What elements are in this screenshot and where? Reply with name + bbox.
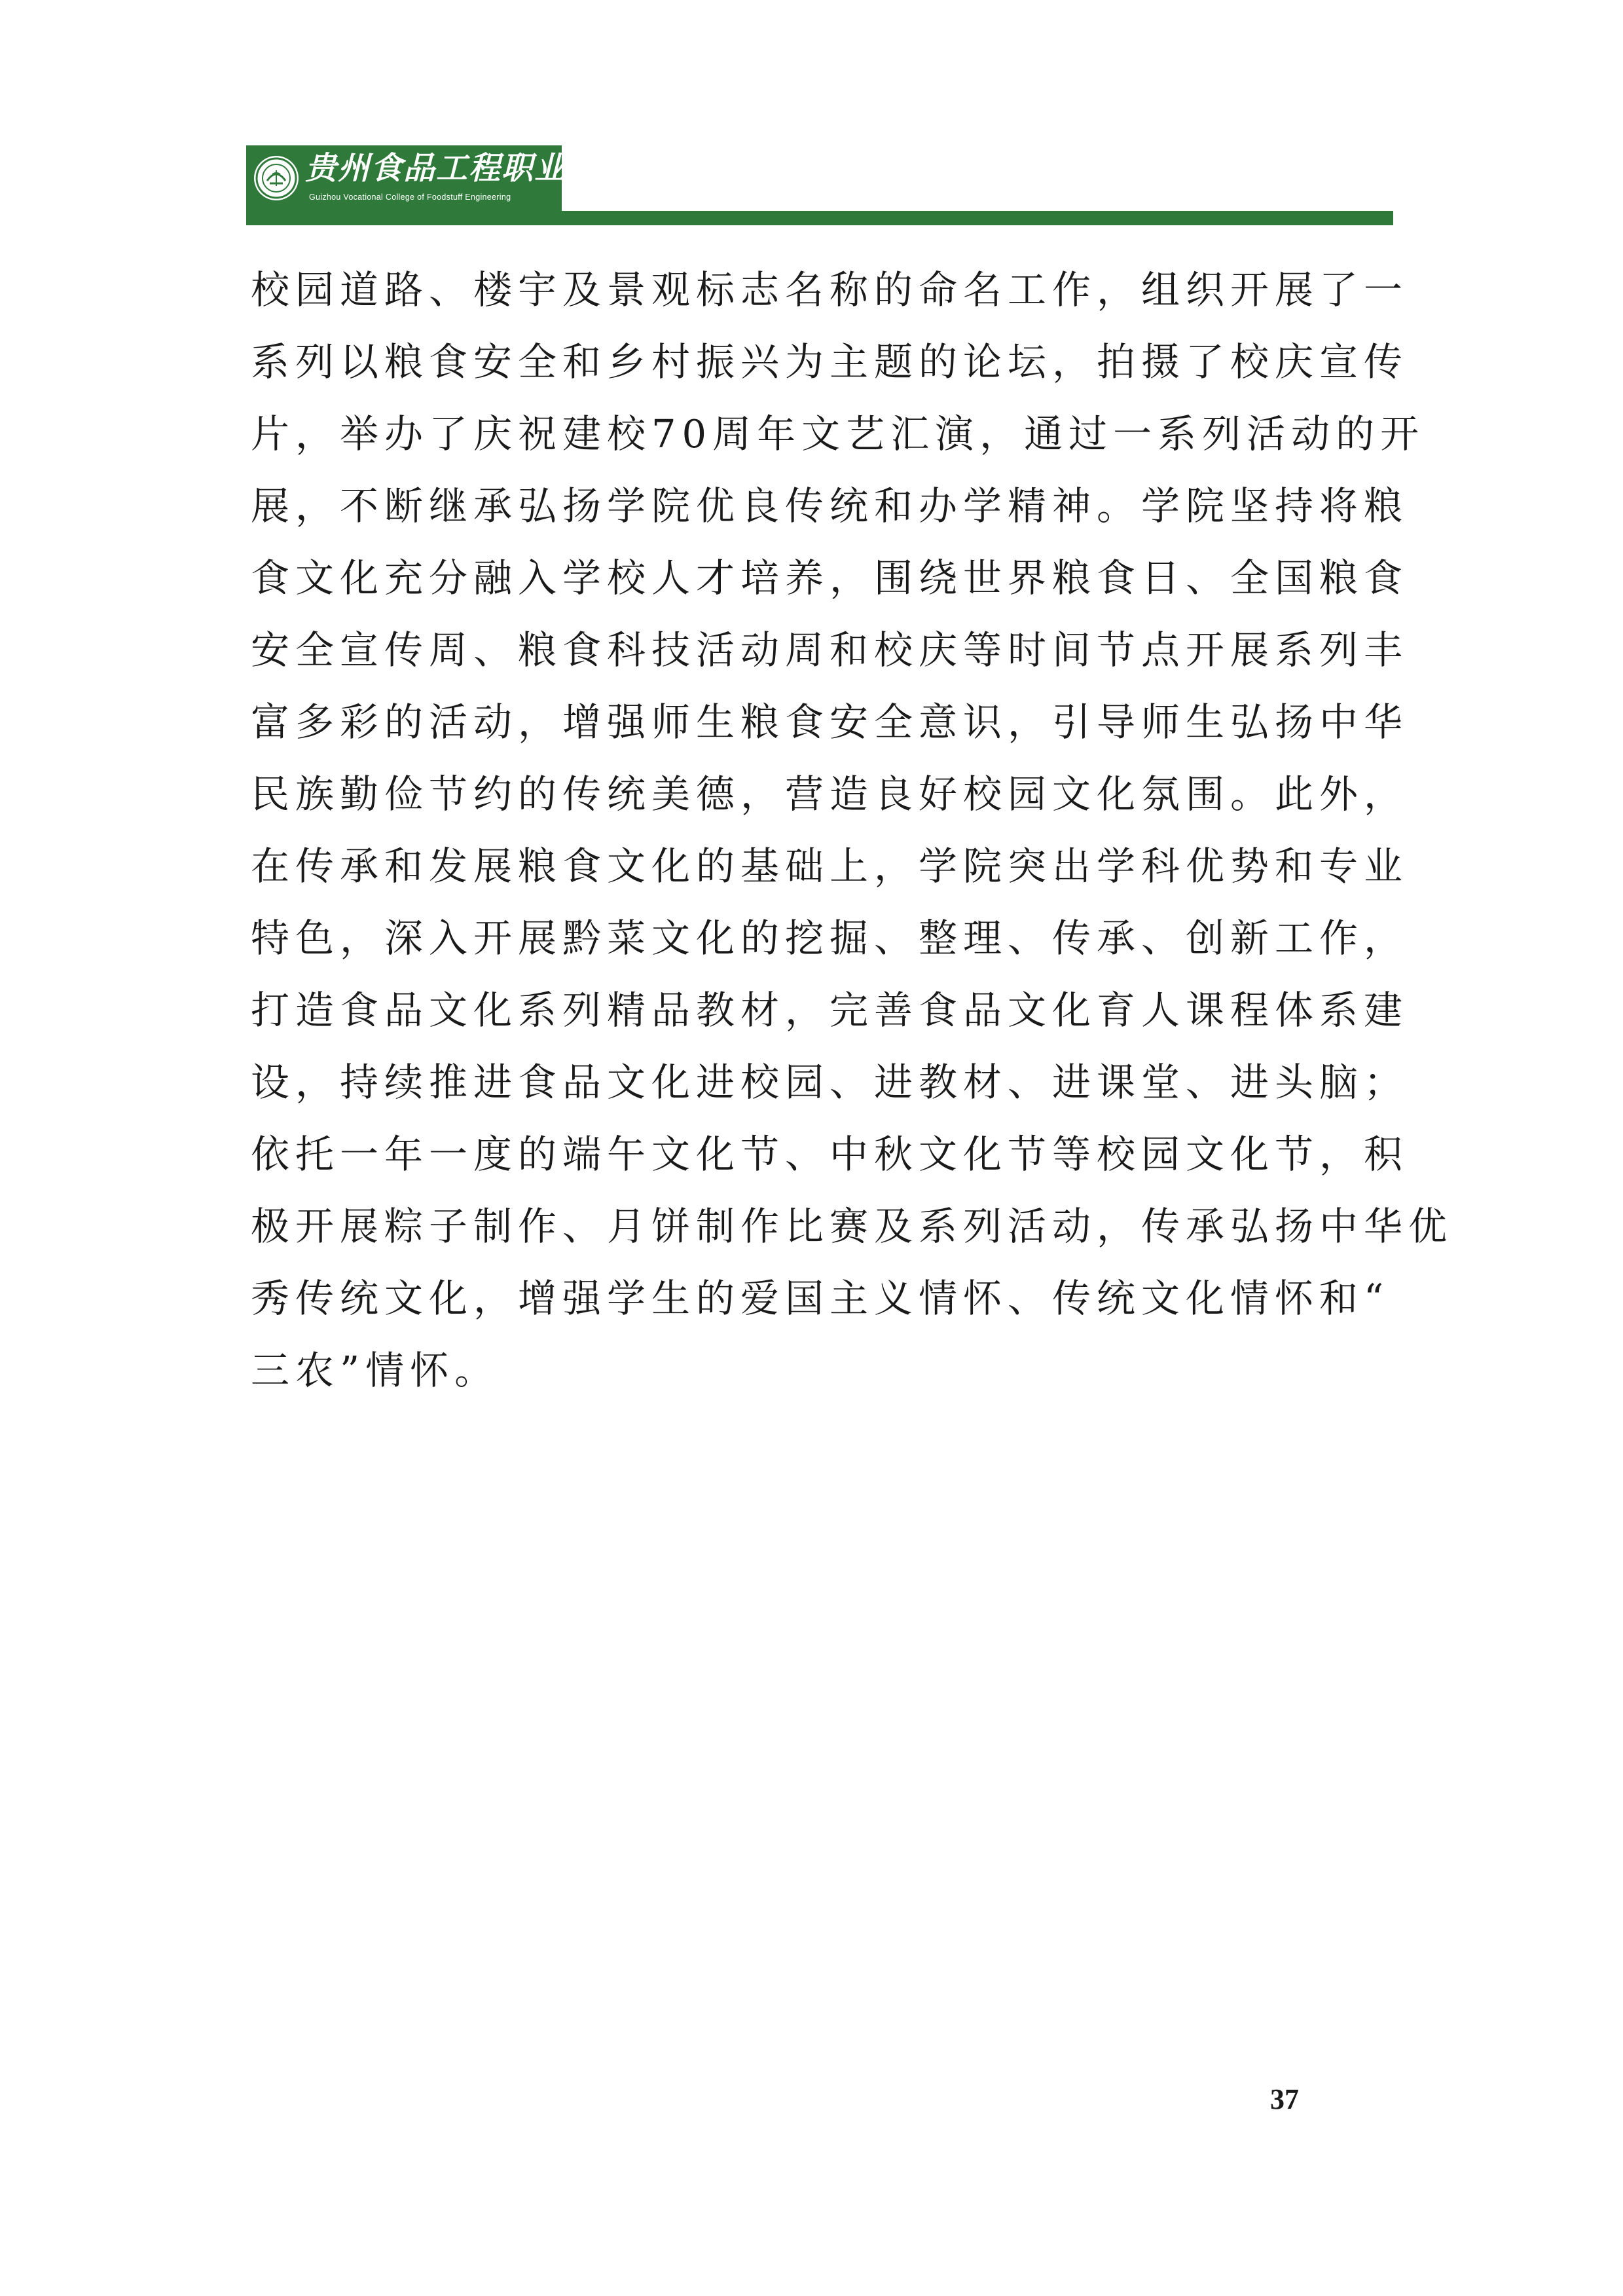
school-name-english: Guizhou Vocational College of Foodstuff Engineering [309,193,511,202]
text-line: 特色，深入开展黔菜文化的挖掘、整理、传承、创新工作， [251,916,1409,961]
school-name: 贵州食品工程职业学院 [305,150,633,187]
text-line: 打造食品文化系列精品教材，完善食品文化育人课程体系建 [251,988,1409,1033]
text-line: 富多彩的活动，增强师生粮食安全意识，引导师生弘扬中华 [251,699,1409,745]
header-divider [246,211,1393,225]
text-line: 食文化充分融入学校人才培养，围绕世界粮食日、全国粮食 [251,555,1409,601]
text-line: 安全宣传周、粮食科技活动周和校庆等时间节点开展系列丰 [251,627,1409,673]
text-line: 展，不断继承弘扬学院优良传统和办学精神。学院坚持将粮 [251,483,1409,528]
text-line: 在传承和发展粮食文化的基础上，学院突出学科优势和专业 [251,843,1409,889]
text-line: 片，举办了庆祝建校70周年文艺汇演，通过一系列活动的开 [251,411,1425,456]
text-line: 校园道路、楼宇及景观标志名称的命名工作，组织开展了一 [251,267,1409,312]
body-paragraph [251,254,1453,1407]
text-line: 设，持续推进食品文化进校园、进教材、进课堂、进头脑； [251,1060,1409,1105]
text-line: 三农”情怀。 [251,1348,500,1393]
text-line: 系列以粮食安全和乡村振兴为主题的论坛，拍摄了校庆宣传 [251,339,1409,384]
text-line: 民族勤俭节约的传统美德，营造良好校园文化氛围。此外， [251,771,1409,817]
text-line: 极开展粽子制作、月饼制作比赛及系列活动，传承弘扬中华优 [251,1204,1453,1249]
text-line: 依托一年一度的端午文化节、中秋文化节等校园文化节，积 [251,1132,1409,1177]
header-banner [246,145,633,211]
text-line: 秀传统文化，增强学生的爱国主义情怀、传统文化情怀和“ [251,1276,1390,1321]
page-number: 37 [1270,2083,1299,2115]
college-seal-icon [253,155,300,202]
